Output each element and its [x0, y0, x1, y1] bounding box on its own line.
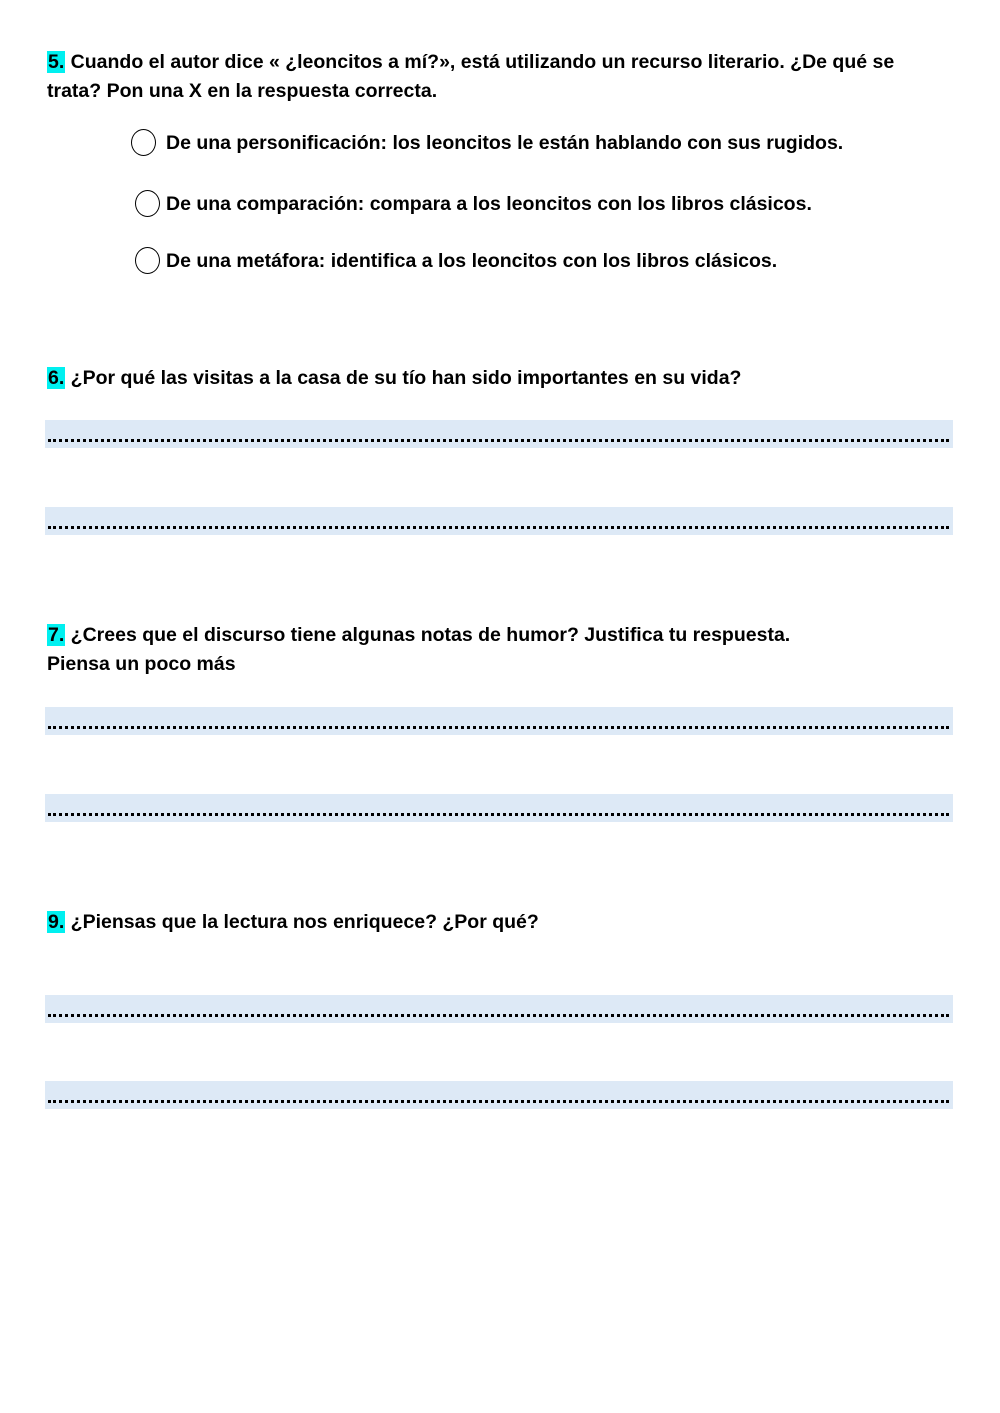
dotted-line	[48, 813, 949, 816]
dotted-line	[48, 1100, 949, 1103]
question-text: ¿Crees que el discurso tiene algunas notas de humor? Justifica tu respuesta.	[65, 624, 791, 646]
option-label: De una comparación: compara a los leoncitos con los libros clásicos.	[166, 193, 812, 215]
question-hint: Piensa un poco más	[47, 653, 236, 675]
dotted-line	[48, 439, 949, 442]
question-7	[47, 621, 947, 679]
dotted-line	[48, 1014, 949, 1017]
question-6	[47, 364, 947, 393]
question-number: 7.	[48, 624, 65, 646]
dotted-line	[48, 726, 949, 729]
option-label: De una personificación: los leoncitos le están hablando con sus rugidos.	[166, 132, 844, 154]
question-number: 9.	[48, 911, 65, 933]
question-number: 6.	[48, 367, 65, 389]
question-9	[47, 908, 947, 937]
option-label: De una metáfora: identifica a los leoncitos con los libros clásicos.	[166, 250, 778, 272]
radio-circle[interactable]	[131, 129, 156, 156]
question-text: ¿Por qué las visitas a la casa de su tío han sido importantes en su vida?	[65, 367, 742, 389]
answer-field-q7-line2[interactable]	[45, 794, 953, 822]
answer-field-q9-line1[interactable]	[45, 995, 953, 1023]
answer-field-q9-line2[interactable]	[45, 1081, 953, 1109]
answer-field-q7-line1[interactable]	[45, 707, 953, 735]
question-text: Cuando el autor dice « ¿leoncitos a mí?», está utilizando un recurso literario. ¿De qué se trata? Pon una X en la respuesta correcta.	[47, 51, 895, 102]
answer-field-q6-line1[interactable]	[45, 420, 953, 448]
question-number: 5.	[48, 51, 65, 73]
radio-circle[interactable]	[135, 190, 160, 217]
answer-field-q6-line2[interactable]	[45, 507, 953, 535]
radio-circle[interactable]	[135, 247, 160, 274]
dotted-line	[48, 526, 949, 529]
question-text: ¿Piensas que la lectura nos enriquece? ¿Por qué?	[65, 911, 539, 933]
question-5	[47, 48, 947, 106]
